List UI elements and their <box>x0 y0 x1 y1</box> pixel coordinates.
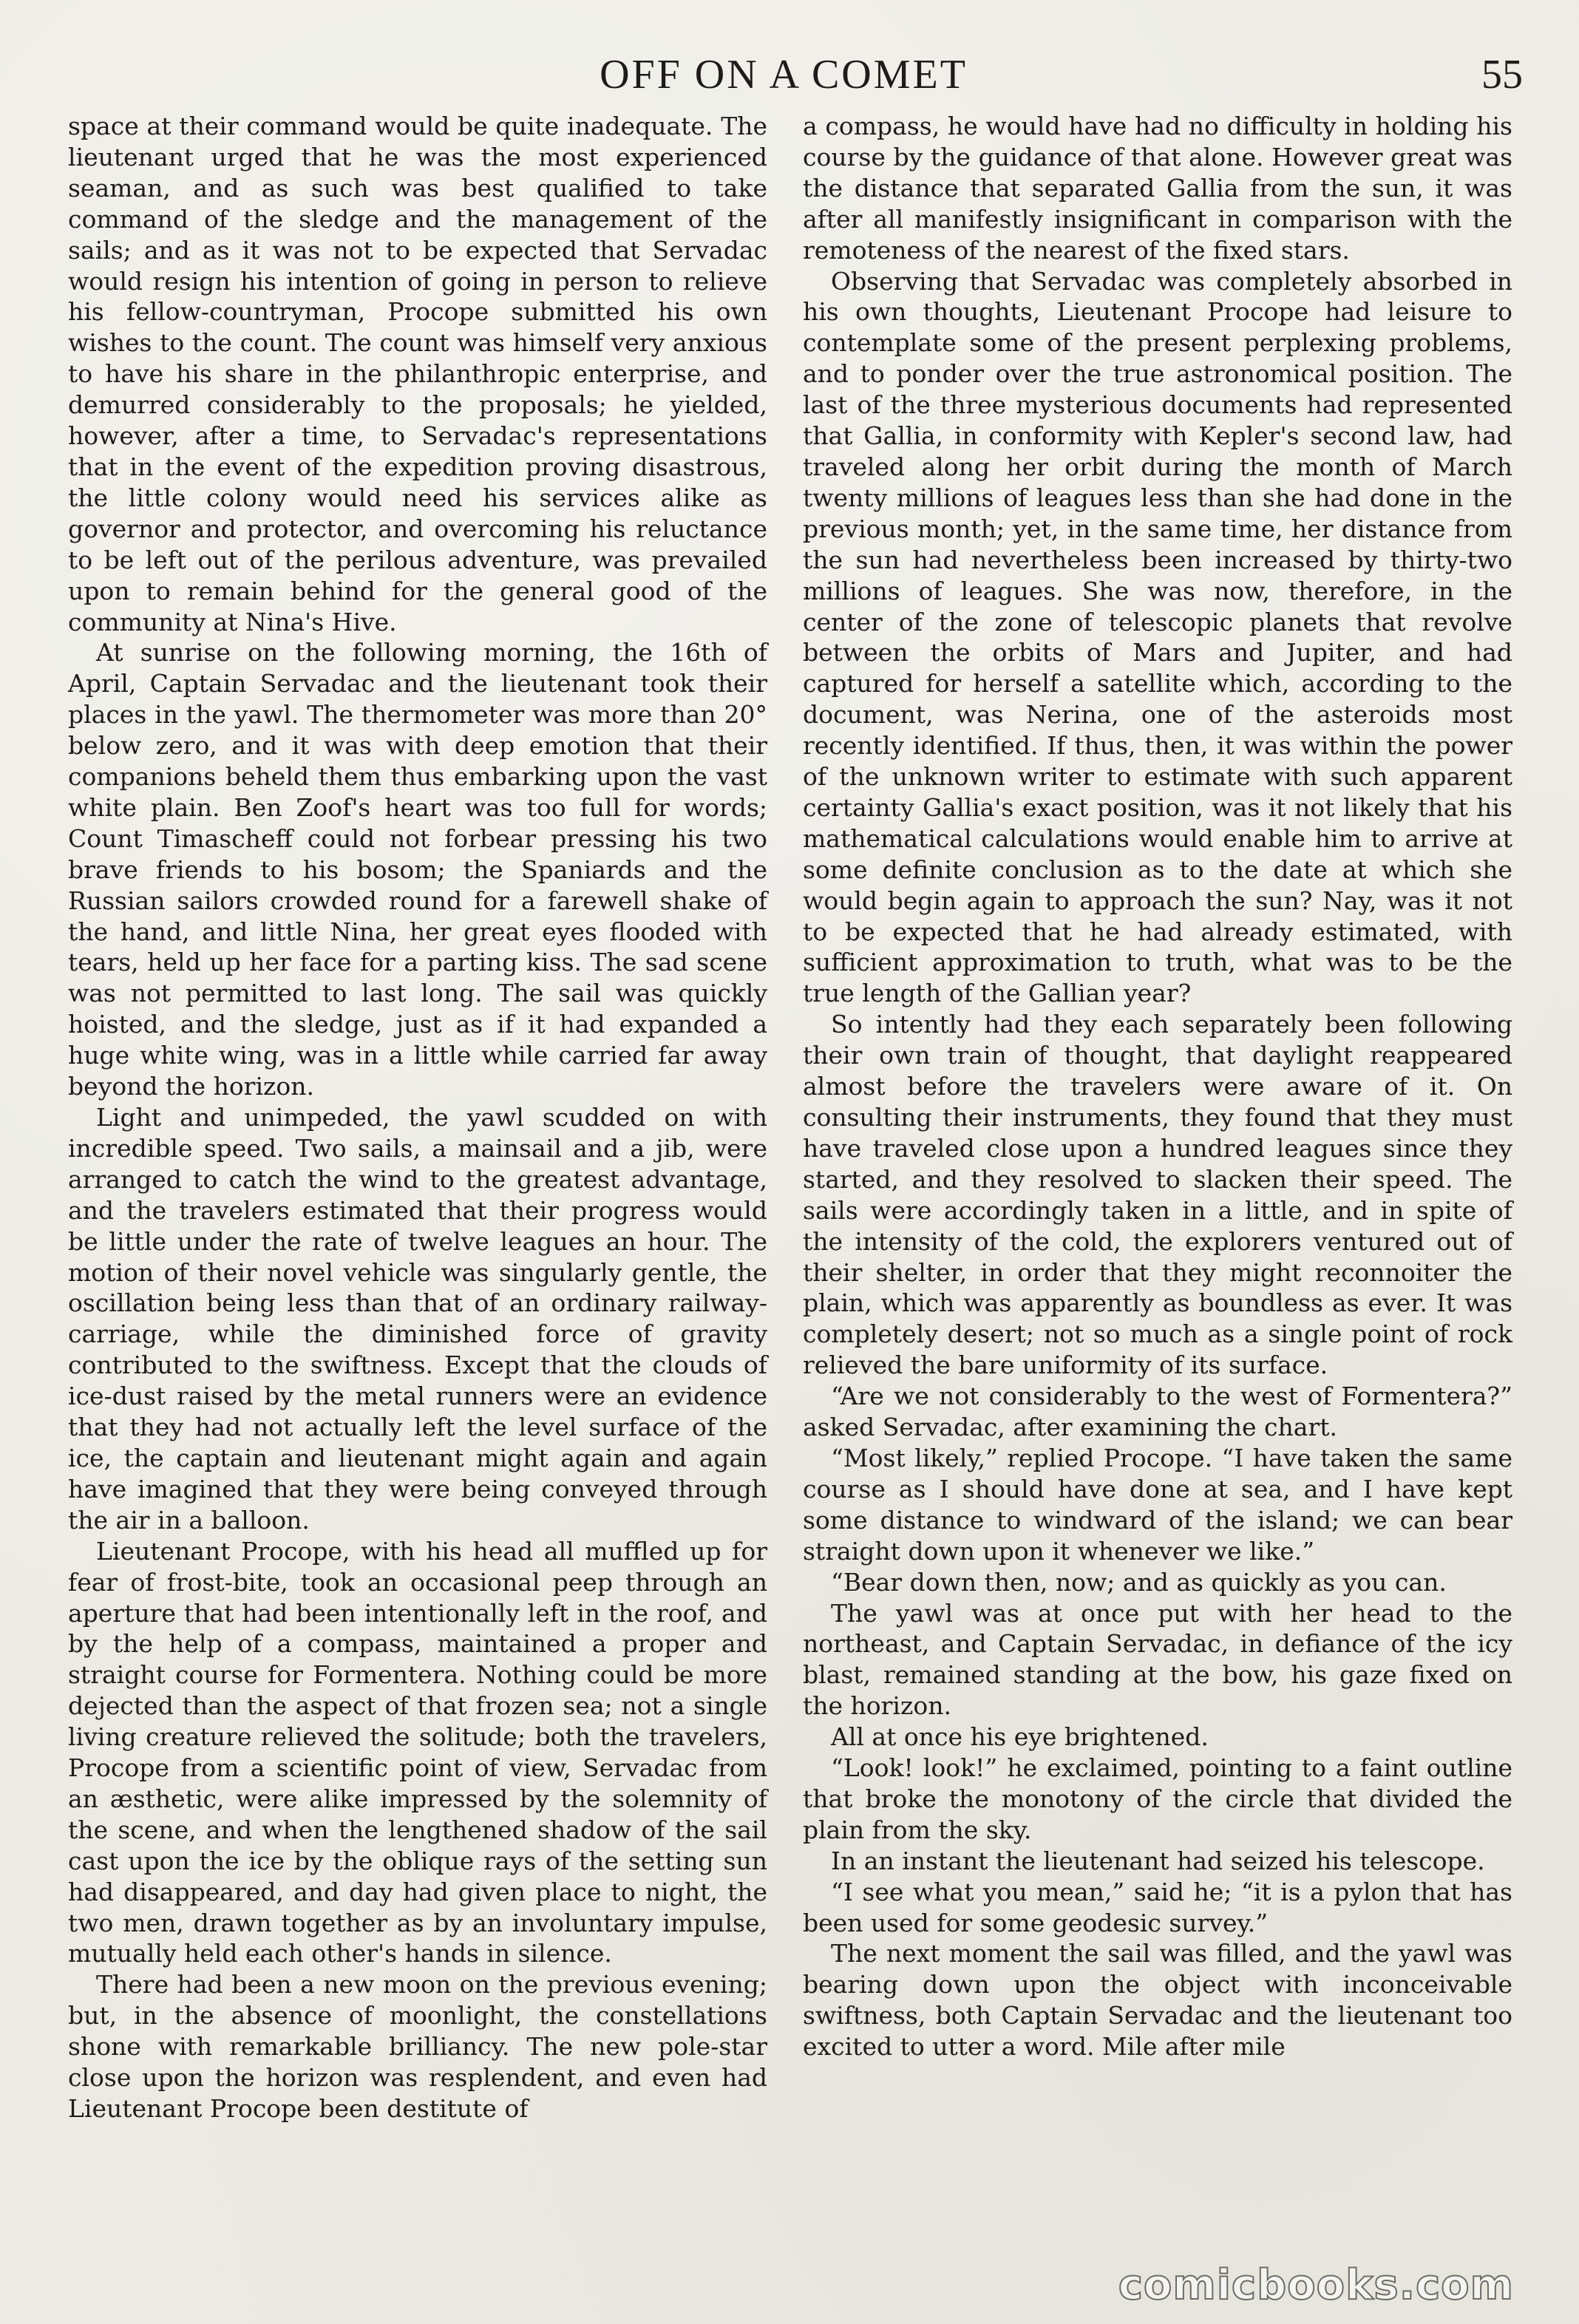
paragraph: There had been a new moon on the previous evening; but, in the absence of moonlight, the constellations shone with remarkable brilliancy. The new pole-star close upon the horizon was resplendent, and even had Lieutenant Procope been destitute of <box>68 1970 767 2123</box>
paragraph: The next moment the sail was filled, and the yawl was bearing down upon the object with inconceivable swiftness, both Captain Servadac and the lieutenant too excited to utter a word. Mile after mile <box>803 1939 1512 2062</box>
right-column <box>803 111 1512 2062</box>
paragraph: “Look! look!” he exclaimed, pointing to a faint outline that broke the monotony of the circle that divided the plain from the sky. <box>803 1753 1512 1844</box>
paragraph: At sunrise on the following morning, the 16th of April, Captain Servadac and the lieutenant took their places in the yawl. The thermometer was more than 20° below zero, and it was with deep emotion that their companions beheld them thus embarking upon the vast white plain. Ben Zoof's heart was too full for words; Count Timascheff could not forbear pressing his two brave friends to his bosom; the Spaniards and the Russian sailors crowded round for a farewell shake of the hand, and little Nina, her great eyes flooded with tears, held up her face for a parting kiss. The sad scene was not permitted to last long. The sail was quickly hoisted, and the sledge, just as if it had expanded a huge white wing, was in a little while carried far away beyond the horizon. <box>68 638 767 1101</box>
page-header <box>44 49 1523 101</box>
paragraph: The yawl was at once put with her head to the northeast, and Captain Servadac, in defiance of the icy blast, remained standing at the bow, his gaze fixed on the horizon. <box>803 1598 1512 1721</box>
paragraph: “I see what you mean,” said he; “it is a pylon that has been used for some geodesic survey.” <box>803 1877 1512 1937</box>
paragraph: “Bear down then, now; and as quickly as you can. <box>831 1567 1447 1597</box>
paragraph: Lieutenant Procope, with his head all muffled up for fear of frost-bite, took an occasional peep through an aperture that had been intentionally left in the roof, and by the help of a compass, maintained a proper and straight course for Formentera. Nothing could be more dejected than the aspect of that frozen sea; not a single living creature relieved the solitude; both the travelers, Procope from a scientific point of view, Servadac from an æsthetic, were alike impressed by the solemnity of the scene, and when the lengthened shadow of the sail cast upon the ice by the oblique rays of the setting sun had disappeared, and day had given place to night, the two men, drawn together as by an involuntary impulse, mutually held each other's hands in silence. <box>68 1536 767 1968</box>
running-title: OFF ON A COMET <box>600 52 968 98</box>
paragraph: Observing that Servadac was completely absorbed in his own thoughts, Lieutenant Procope had leisure to contemplate some of the present perplexing problems, and to ponder over the true astronomical position. The last of the three mysterious documents had represented that Gallia, in conformity with Kepler's second law, had traveled along her orbit during the month of March twenty millions of leagues less than she had done in the previous month; yet, in the same time, her distance from the sun had nevertheless been increased by thirty-two millions of leagues. She was now, therefore, in the center of the zone of telescopic planets that revolve between the orbits of Mars and Jupiter, and had captured for herself a satellite which, according to the document, was Nerina, one of the asteroids most recently identified. If thus, then, it was within the power of the unknown writer to estimate with such apparent certainty Gallia's exact position, was it not likely that his mathematical calculations would enable him to arrive at some definite conclusion as to the date at which she would begin again to approach the sun? Nay, was it not to be expected that he had already estimated, with sufficient approximation to truth, what was to be the true length of the Gallian year? <box>803 266 1512 1008</box>
watermark-logo: comicbooks.com <box>1118 2261 1514 2309</box>
paragraph: Light and unimpeded, the yawl scudded on with incredible speed. Two sails, a mainsail and a jib, were arranged to catch the wind to the greatest advantage, and the travelers estimated that their progress would be little under the rate of twelve leagues an hour. The motion of their novel vehicle was singularly gentle, the oscillation being less than that of an ordinary railway-carriage, while the diminished force of gravity contributed to the swiftness. Except that the clouds of ice-dust raised by the metal runners were an evidence that they had not actually left the level surface of the ice, the captain and lieutenant might again and again have imagined that they were being conveyed through the air in a balloon. <box>68 1103 767 1535</box>
paragraph: space at their command would be quite inadequate. The lieutenant urged that he was the most experienced seaman, and as such was best qualified to take command of the sledge and the management of the sails; and as it was not to be expected that Servadac would resign his intention of going in person to relieve his fellow-countryman, Procope submitted his own wishes to the count. The count was himself very anxious to have his share in the philanthropic enterprise, and demurred considerably to the proposals; he yielded, however, after a time, to Servadac's representations that in the event of the expedition proving disastrous, the little colony would need his services alike as governor and protector, and overcoming his reluctance to be left out of the perilous adventure, was prevailed upon to remain behind for the general good of the community at Nina's Hive. <box>68 112 767 636</box>
page-number: 55 <box>1481 52 1523 98</box>
paragraph: In an instant the lieutenant had seized his telescope. <box>831 1846 1485 1875</box>
left-column <box>68 111 767 2124</box>
paragraph: All at once his eye brightened. <box>831 1722 1209 1752</box>
paragraph: “Most likely,” replied Procope. “I have taken the same course as I should have done at sea, and I have kept some distance to windward of the island; we can bear straight down upon it whenever we like.” <box>803 1443 1512 1566</box>
paragraph: So intently had they each separately been following their own train of thought, that daylight reappeared almost before the travelers were aware of it. On consulting their instruments, they found that they must have traveled close upon a hundred leagues since they started, and they resolved to slacken their speed. The sails were accordingly taken in a little, and in spite of the intensity of the cold, the explorers ventured out of their shelter, in order that they might reconnoiter the plain, which was apparently as boundless as ever. It was completely desert; not so much as a single point of rock relieved the bare uniformity of its surface. <box>803 1010 1512 1380</box>
paragraph: “Are we not considerably to the west of Formentera?” asked Servadac, after examining the chart. <box>803 1382 1512 1442</box>
paragraph: a compass, he would have had no difficulty in holding his course by the guidance of that alone. However great was the distance that separated Gallia from the sun, it was after all manifestly insignificant in comparison with the remoteness of the nearest of the fixed stars. <box>803 112 1512 265</box>
